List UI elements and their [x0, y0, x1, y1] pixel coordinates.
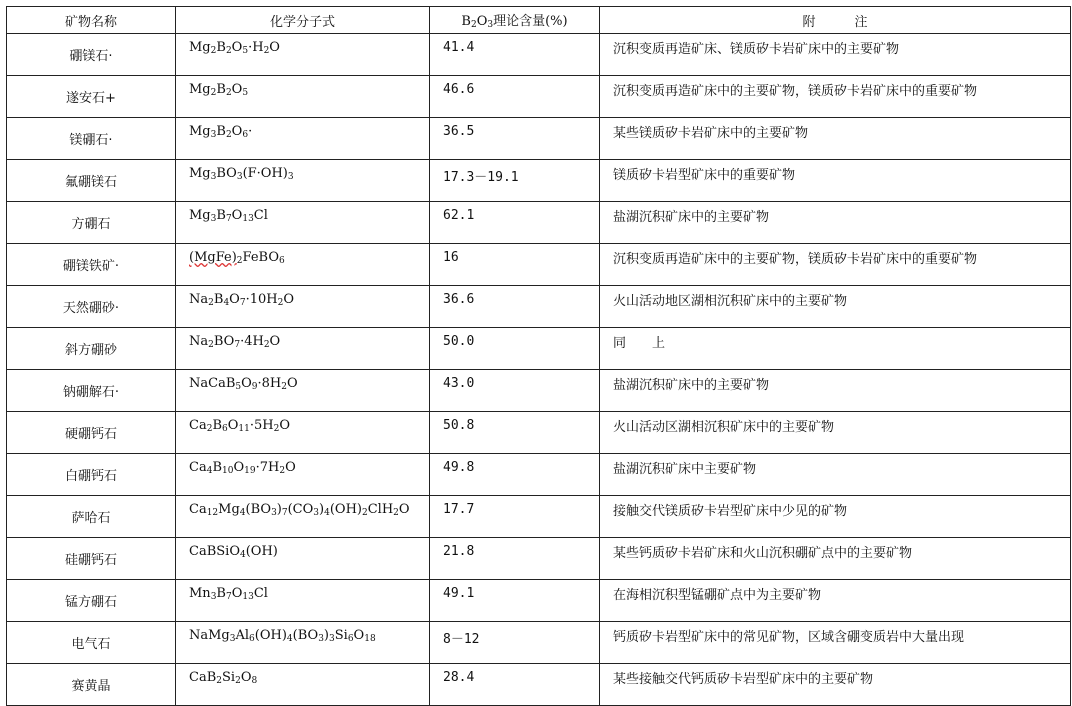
formula-part: B	[216, 82, 226, 97]
formula-part: 5	[242, 88, 249, 98]
formula-part: O	[227, 418, 239, 433]
formula-part: (F·OH)	[242, 166, 288, 181]
table-row	[7, 622, 1071, 664]
formula-part: (MgFe)	[189, 250, 237, 265]
formula-part: 2	[361, 508, 368, 518]
formula-part: Mn	[189, 586, 211, 601]
formula-part: Mg	[218, 502, 240, 517]
table-row	[7, 244, 1071, 286]
formula-part: (CO	[287, 502, 314, 517]
formula-part: 2	[263, 340, 270, 350]
formula-part: 2	[206, 424, 213, 434]
b2o3-content-cell: 8－12	[430, 622, 600, 664]
formula-part: 7	[234, 340, 241, 350]
table-row	[7, 160, 1071, 202]
b2o3-content-cell: 46.6	[430, 76, 600, 118]
b2o3-content-cell: 17.7	[430, 496, 600, 538]
formula-part: BO	[216, 166, 237, 181]
formula-part: O	[269, 40, 280, 55]
mineral-name-cell: 遂安石+	[7, 76, 176, 118]
formula-part: 2	[281, 382, 288, 392]
formula-part: Ca	[189, 502, 207, 517]
formula-part: 6	[278, 256, 285, 266]
note-cell: 某些接触交代钙质矽卡岩型矿床中的主要矿物	[600, 664, 1071, 706]
formula-part: )	[323, 628, 329, 643]
mineral-name-cell: 萨哈石	[7, 496, 176, 538]
formula-part: 6	[242, 130, 249, 140]
formula-part: Cl	[253, 586, 268, 601]
b2o3-content-cell: 50.8	[430, 412, 600, 454]
formula-part: BO	[213, 334, 235, 349]
note-cell: 镁质矽卡岩型矿床中的重要矿物	[600, 160, 1071, 202]
formula-part: 4	[206, 466, 213, 476]
formula-part: O	[283, 292, 294, 307]
formula-part: 3	[210, 172, 217, 182]
note-cell: 火山活动地区湖相沉积矿床中的主要矿物	[600, 286, 1071, 328]
formula-part: ·4H	[240, 334, 264, 349]
formula-part: 3	[287, 172, 294, 182]
formula-cell	[176, 622, 430, 664]
formula-part: ·	[248, 124, 253, 139]
note-cell: 沉积变质再造矿床中的主要矿物，镁质矽卡岩矿床中的重要矿物	[600, 76, 1071, 118]
header-content-label: 理论含量(%)	[493, 14, 568, 29]
formula-part: 3	[487, 20, 494, 30]
table-row	[7, 412, 1071, 454]
formula-part: 3	[210, 214, 217, 224]
formula-part: 2	[393, 508, 399, 518]
b2o3-content-cell: 43.0	[430, 370, 600, 412]
formula-part: FeBO	[242, 250, 279, 265]
formula-part: 3	[313, 508, 320, 518]
formula-part: Cl	[253, 208, 268, 223]
note-cell: 在海相沉积型锰硼矿点中为主要矿物	[600, 580, 1071, 622]
note-cell: 沉积变质再造矿床中的主要矿物，镁质矽卡岩矿床中的重要矿物	[600, 244, 1071, 286]
formula-part: B	[213, 292, 224, 307]
mineral-name-cell: 斜方硼砂	[7, 328, 176, 370]
formula-part: NaMg	[189, 628, 230, 643]
formula-part: 11	[238, 424, 250, 434]
formula-cell	[176, 76, 430, 118]
table-row	[7, 76, 1071, 118]
formula-part: ·7H	[255, 460, 280, 475]
formula-part: 3	[271, 508, 277, 518]
b2o3-content-cell: 17.3－19.1	[430, 160, 600, 202]
formula-part: CaB	[189, 670, 217, 685]
formula-part: B	[216, 586, 226, 601]
b2o3-content-cell: 36.6	[430, 286, 600, 328]
formula-part: 2	[225, 88, 232, 98]
formula-part: 18	[364, 634, 376, 644]
formula-part: O	[231, 82, 243, 97]
formula-part: 3	[318, 634, 324, 644]
table-row	[7, 328, 1071, 370]
formula-cell	[176, 202, 430, 244]
formula-part: (OH)	[254, 628, 287, 643]
b2o3-content-cell: 41.4	[430, 34, 600, 76]
formula-part: B	[461, 14, 471, 29]
formula-part: 2	[470, 20, 477, 30]
mineral-name-cell: 白硼钙石	[7, 454, 176, 496]
formula-cell	[176, 538, 430, 580]
formula-part: Mg	[189, 166, 211, 181]
formula-part: 2	[277, 298, 284, 308]
formula-part: Na	[189, 334, 209, 349]
formula-part: Si	[222, 670, 236, 685]
formula-part: 2	[210, 88, 217, 98]
formula-part: 2	[263, 46, 270, 56]
formula-part: B	[212, 460, 222, 475]
table-row	[7, 538, 1071, 580]
table-row	[7, 286, 1071, 328]
header-formula: 化学分子式	[176, 7, 430, 34]
formula-part: 13	[242, 592, 254, 602]
formula-part: 6	[347, 634, 354, 644]
formula-part: 7	[239, 298, 246, 308]
formula-part: O	[398, 502, 410, 517]
formula-part: 2	[210, 46, 217, 56]
formula-part: O	[279, 418, 291, 433]
mineral-name-cell: 氟硼镁石	[7, 160, 176, 202]
formula-part: O	[241, 376, 252, 391]
note-cell: 沉积变质再造矿床、镁质矽卡岩矿床中的主要矿物	[600, 34, 1071, 76]
formula-part: 4	[239, 550, 246, 560]
formula-part: Mg	[189, 40, 211, 55]
formula-part: O	[231, 208, 243, 223]
formula-cell	[176, 664, 430, 706]
formula-part: ·8H	[257, 376, 282, 391]
formula-part: Mg	[189, 82, 211, 97]
mineral-name-cell: 电气石	[7, 622, 176, 664]
note-cell: 同 上	[600, 328, 1071, 370]
formula-part: 4	[239, 508, 246, 518]
formula-part: 2	[273, 424, 280, 434]
b2o3-content-cell: 49.1	[430, 580, 600, 622]
formula-part: 7	[225, 592, 232, 602]
formula-part: 6	[222, 424, 228, 434]
mineral-name-cell: 锰方硼石	[7, 580, 176, 622]
formula-part: Mg	[189, 208, 211, 223]
formula-cell	[176, 160, 430, 202]
formula-part: 5	[242, 46, 249, 56]
note-cell: 某些镁质矽卡岩矿床中的主要矿物	[600, 118, 1071, 160]
mineral-name-cell: 天然硼砂·	[7, 286, 176, 328]
formula-part: 2	[225, 130, 232, 140]
b2o3-content-cell: 21.8	[430, 538, 600, 580]
formula-part: (OH)	[245, 544, 278, 559]
formula-part: O	[285, 460, 296, 475]
header-note: 附 注	[600, 7, 1071, 34]
table-body	[7, 7, 1071, 706]
formula-part: B	[216, 40, 226, 55]
table-row	[7, 118, 1071, 160]
formula-part: 12	[206, 508, 219, 518]
mineral-name-cell: 方硼石	[7, 202, 176, 244]
note-cell: 某些钙质矽卡岩矿床和火山沉积硼矿点中的主要矿物	[600, 538, 1071, 580]
b2o3-content-cell: 62.1	[430, 202, 600, 244]
table-row	[7, 34, 1071, 76]
formula-cell	[176, 454, 430, 496]
formula-part: O	[476, 14, 488, 29]
mineral-name-cell: 硅硼钙石	[7, 538, 176, 580]
note-cell: 盐湖沉积矿床中主要矿物	[600, 454, 1071, 496]
header-content	[430, 7, 600, 34]
formula-part: ·5H	[249, 418, 274, 433]
formula-part: B	[216, 208, 226, 223]
formula-part: B	[216, 124, 226, 139]
formula-part: 2	[235, 676, 241, 686]
mineral-name-cell: 硼镁铁矿·	[7, 244, 176, 286]
formula-part: O	[353, 628, 365, 643]
formula-part: O	[287, 376, 298, 391]
formula-part: 9	[251, 382, 258, 392]
formula-part: O	[269, 334, 281, 349]
mineral-name-cell: 硬硼钙石	[7, 412, 176, 454]
note-cell: 盐湖沉积矿床中的主要矿物	[600, 202, 1071, 244]
formula-part: Si	[334, 628, 348, 643]
formula-part: 3	[236, 172, 243, 182]
formula-part: 4	[324, 508, 330, 518]
formula-part: (BO	[245, 502, 272, 517]
table-row	[7, 496, 1071, 538]
header-b2o3-formula	[461, 14, 493, 29]
formula-part: )	[319, 502, 325, 517]
formula-cell	[176, 370, 430, 412]
formula-part: O	[233, 460, 245, 475]
formula-cell	[176, 244, 430, 286]
formula-part: 2	[208, 340, 214, 350]
formula-part: 3	[210, 130, 217, 140]
formula-cell	[176, 580, 430, 622]
formula-part: (BO	[292, 628, 319, 643]
formula-part: 4	[286, 634, 293, 644]
formula-part: (OH)	[329, 502, 362, 517]
header-row	[7, 7, 1071, 34]
formula-cell	[176, 34, 430, 76]
formula-cell	[176, 328, 430, 370]
formula-part: Ca	[189, 460, 207, 475]
formula-part: 3	[229, 634, 236, 644]
mineral-name-cell: 镁硼石·	[7, 118, 176, 160]
formula-cell	[176, 496, 430, 538]
formula-part: 8	[251, 676, 258, 686]
formula-part: Al	[235, 628, 250, 643]
formula-part: 7	[225, 214, 232, 224]
formula-part: 10	[222, 466, 234, 476]
b2o3-content-cell: 16	[430, 244, 600, 286]
formula-part: Na	[189, 292, 209, 307]
b2o3-content-cell: 28.4	[430, 664, 600, 706]
formula-part: 2	[236, 256, 243, 266]
b2o3-content-cell: 36.5	[430, 118, 600, 160]
b2o3-content-cell: 50.0	[430, 328, 600, 370]
mineral-name-cell: 赛黄晶	[7, 664, 176, 706]
formula-part: ClH	[367, 502, 394, 517]
formula-part: NaCaB	[189, 376, 236, 391]
table-row	[7, 454, 1071, 496]
table-row	[7, 202, 1071, 244]
formula-part: 3	[329, 634, 335, 644]
formula-part: CaBSiO	[189, 544, 240, 559]
formula-part: 2	[216, 676, 222, 686]
formula-part: 6	[249, 634, 255, 644]
formula-part: 19	[244, 466, 256, 476]
formula-part: 2	[279, 466, 286, 476]
formula-part: O	[231, 586, 243, 601]
formula-part: O	[231, 40, 243, 55]
formula-part: ·H	[248, 40, 264, 55]
header-mineral-name: 矿物名称	[7, 7, 176, 34]
table-row	[7, 580, 1071, 622]
note-cell: 盐湖沉积矿床中的主要矿物	[600, 370, 1071, 412]
note-cell: 火山活动区湖相沉积矿床中的主要矿物	[600, 412, 1071, 454]
mineral-name-cell: 钠硼解石·	[7, 370, 176, 412]
formula-part: 2	[225, 46, 232, 56]
formula-part: 7	[281, 508, 288, 518]
formula-part: ·10H	[245, 292, 278, 307]
formula-cell	[176, 118, 430, 160]
formula-part: 2	[208, 298, 214, 308]
table-row	[7, 370, 1071, 412]
b2o3-content-cell: 49.8	[430, 454, 600, 496]
formula-part: O	[229, 292, 240, 307]
formula-part: O	[240, 670, 252, 685]
formula-cell	[176, 412, 430, 454]
mineral-table	[6, 6, 1071, 706]
note-cell: 接触交代镁质矽卡岩型矿床中少见的矿物	[600, 496, 1071, 538]
formula-part: 5	[235, 382, 242, 392]
table-row	[7, 664, 1071, 706]
formula-part: 3	[210, 592, 217, 602]
mineral-name-cell: 硼镁石·	[7, 34, 176, 76]
formula-part: 4	[223, 298, 230, 308]
note-cell: 钙质矽卡岩型矿床中的常见矿物，区域含硼变质岩中大量出现	[600, 622, 1071, 664]
formula-part: Mg	[189, 124, 211, 139]
formula-part: )	[276, 502, 282, 517]
formula-part: Ca	[189, 418, 207, 433]
formula-part: O	[231, 124, 243, 139]
formula-cell	[176, 286, 430, 328]
formula-part: B	[212, 418, 222, 433]
formula-part: 13	[242, 214, 254, 224]
